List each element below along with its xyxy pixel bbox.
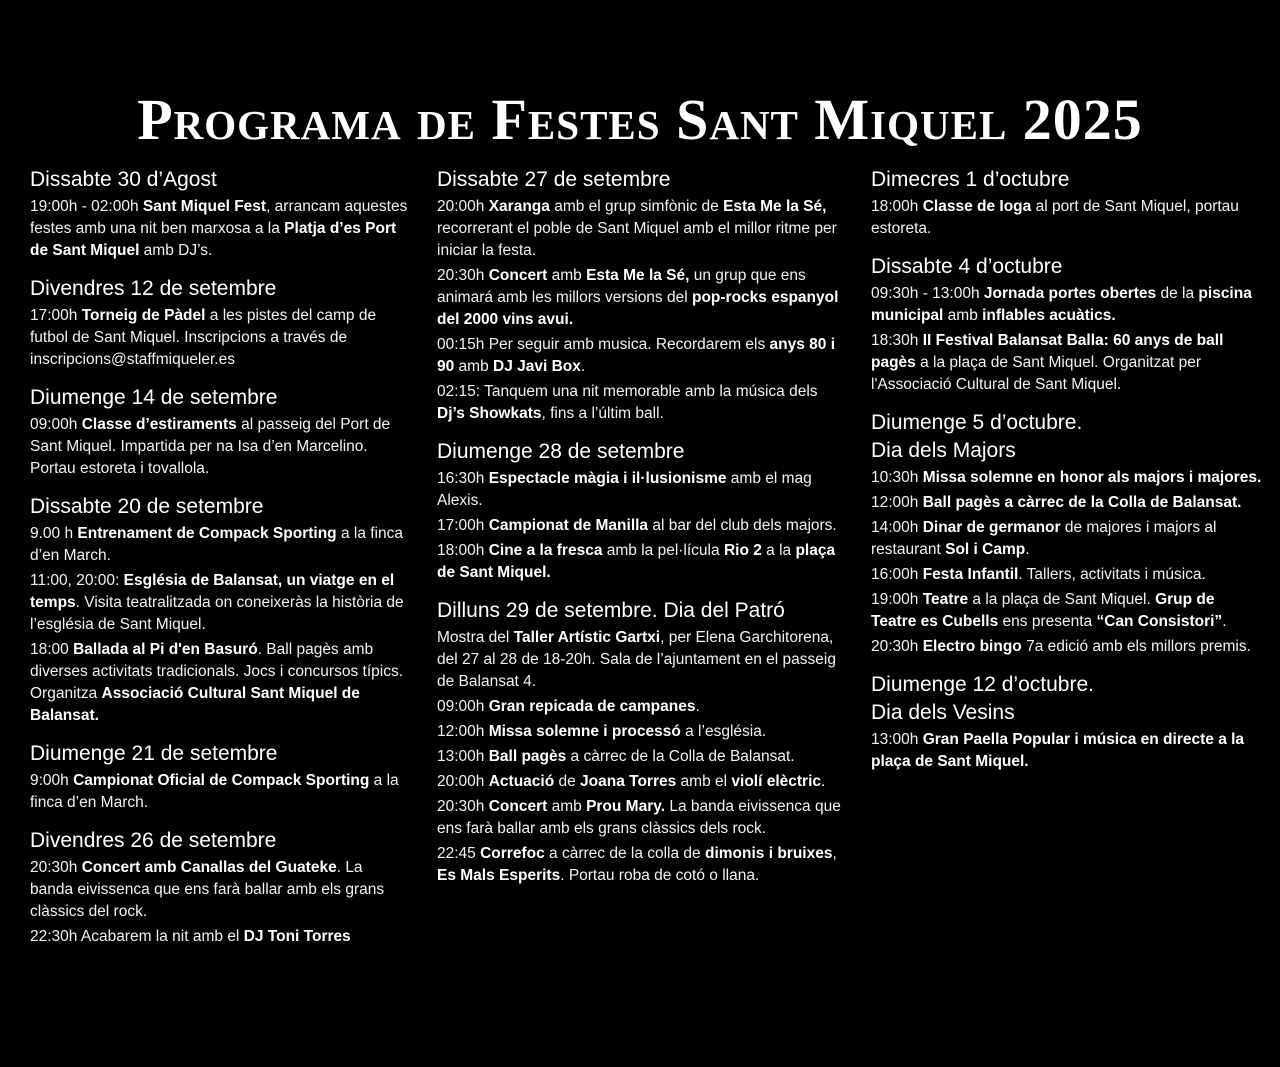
event-text: amb el grup simfònic de <box>549 198 724 215</box>
day-title: Diumenge 14 de setembre <box>30 386 278 409</box>
event-highlight: Església de Balansat, un viatge en el temps <box>30 572 395 611</box>
event-text: 11:00, 20:00: <box>30 572 124 589</box>
event-highlight: Teatre <box>922 591 969 608</box>
event-item <box>437 746 847 768</box>
column-2 <box>437 166 847 900</box>
event-highlight: Associació Cultural Sant Miquel de Balansat. <box>30 685 360 724</box>
event-highlight: Missa solemne en honor als majors i majores. <box>922 469 1262 486</box>
column-3 <box>871 166 1263 786</box>
event-text: 13:00h <box>871 731 923 748</box>
event-text: a la finca d’en March. <box>30 772 399 811</box>
event-text: a càrrec de la colla de <box>544 845 705 862</box>
event-item <box>30 414 408 480</box>
event-highlight: Concert <box>488 798 548 815</box>
event-highlight: dimonis i bruixes <box>704 845 833 862</box>
event-highlight: II Festival Balansat Balla: 60 anys de ball pagès <box>871 332 1224 371</box>
event-text: 20:00h <box>437 773 489 790</box>
event-text: 17:00h <box>437 517 489 534</box>
event-highlight: Festa Infantil <box>922 566 1019 583</box>
day-section <box>30 827 408 948</box>
event-item <box>437 334 847 378</box>
event-text: 20:30h <box>871 638 923 655</box>
event-highlight: Campionat Oficial de Compack Sporting <box>73 772 370 789</box>
event-text: 13:00h <box>437 748 489 765</box>
event-text: 17:00h <box>30 307 82 324</box>
event-text: 12:00h <box>437 723 489 740</box>
event-text: , per Elena Garchitorena, del 27 al 28 de 18-20h. Sala de l’ajuntament en el passeig de Balansat 4. <box>437 629 836 690</box>
event-text: 16:00h <box>871 566 923 583</box>
event-highlight: Campionat de Manilla <box>488 517 649 534</box>
event-highlight: Electro bingo <box>922 638 1022 655</box>
day-heading <box>30 166 408 194</box>
event-text: amb DJ’s. <box>139 242 213 259</box>
event-text: amb el <box>676 773 732 790</box>
event-text: Mostra del <box>437 629 514 646</box>
day-section <box>871 253 1263 396</box>
day-title: Dissabte 20 de setembre <box>30 495 264 518</box>
event-highlight: Espectacle màgia i il·lusionisme <box>488 470 727 487</box>
event-text: a l’església. <box>680 723 767 740</box>
event-text: al bar del club dels majors. <box>648 517 837 534</box>
event-highlight: Sant Miquel Fest <box>142 198 267 215</box>
event-text: 12:00h <box>871 494 923 511</box>
event-text: al port de Sant Miquel, portau estoreta. <box>871 198 1239 237</box>
event-text: a la <box>761 542 796 559</box>
event-text: de <box>554 773 581 790</box>
event-highlight: piscina municipal <box>871 285 1252 324</box>
event-highlight: Grup de Teatre es Cubells <box>871 591 1215 630</box>
day-section <box>871 166 1263 240</box>
event-highlight: Ballada al Pi d'en Basuró <box>73 641 258 658</box>
event-text: 22:30h Acabarem la nit amb el <box>30 928 244 945</box>
event-text: . <box>1025 541 1030 558</box>
event-text: amb la pel·lícula <box>602 542 724 559</box>
event-text: 7a edició amb els millors premis. <box>1021 638 1251 655</box>
event-item <box>30 570 408 636</box>
event-highlight: Classe d’estiraments <box>81 416 237 433</box>
event-text: 09:30h - 13:00h <box>871 285 984 302</box>
event-item <box>871 636 1263 658</box>
event-highlight: “Can Consistori” <box>1096 613 1223 630</box>
day-heading <box>30 275 408 303</box>
event-text: amb <box>943 307 983 324</box>
event-text: . <box>580 358 586 375</box>
event-text: 18:30h <box>871 332 923 349</box>
day-section <box>30 166 408 262</box>
event-text: , fins a l’últim ball. <box>541 405 664 422</box>
event-item <box>437 540 847 584</box>
event-item <box>437 468 847 512</box>
day-heading <box>30 827 408 855</box>
column-1 <box>30 166 408 961</box>
event-item <box>30 305 408 371</box>
event-text: 19:00h <box>871 591 923 608</box>
day-section <box>30 275 408 371</box>
event-text: amb <box>547 267 587 284</box>
day-title: Diumenge 5 d’octubre. <box>871 411 1083 434</box>
event-text: 9.00 h <box>30 525 78 542</box>
day-title: Dilluns 29 de setembre. Dia del Patró <box>437 599 785 622</box>
event-text: 18:00h <box>437 542 489 559</box>
event-item <box>437 843 847 887</box>
event-highlight: inflables acuàtics. <box>982 307 1116 324</box>
day-heading <box>30 493 408 521</box>
event-item <box>437 627 847 693</box>
event-text: 14:00h <box>871 519 923 536</box>
event-highlight: Ball pagès a càrrec de la Colla de Balansat. <box>922 494 1242 511</box>
event-text: , arrancam aquestes festes amb una nit ben marxosa a la <box>30 198 408 237</box>
day-title: Diumenge 12 d’octubre. <box>871 673 1094 696</box>
day-title: Dimecres 1 d’octubre <box>871 168 1070 191</box>
day-heading <box>30 384 408 412</box>
event-item <box>30 770 408 814</box>
event-text: La banda eivissenca que ens farà ballar amb els grans clàssics dels rock. <box>437 798 841 837</box>
event-highlight: Cine a la fresca <box>488 542 603 559</box>
event-text: 00:15h Per seguir amb musica. Recordarem els <box>437 336 770 353</box>
event-highlight: Rio 2 <box>723 542 762 559</box>
event-text: recorrerant el poble de Sant Miquel amb el millor ritme per iniciar la festa. <box>437 220 837 259</box>
event-text: 09:00h <box>437 698 489 715</box>
event-item <box>871 517 1263 561</box>
event-highlight: Concert amb Canallas del Guateke <box>81 859 337 876</box>
event-text: 22:45 <box>437 845 481 862</box>
event-text: 20:30h <box>437 267 489 284</box>
day-section <box>871 671 1263 773</box>
event-text: 20:00h <box>437 198 489 215</box>
day-title: Diumenge 21 de setembre <box>30 742 278 765</box>
event-text: amb <box>454 358 494 375</box>
event-item <box>30 523 408 567</box>
page-title: Programa de Festes Sant Miquel 2025 <box>137 87 1143 152</box>
event-highlight: Platja d’es Port de Sant Miquel <box>30 220 397 259</box>
day-heading <box>437 597 847 625</box>
event-item <box>871 467 1263 489</box>
event-highlight: Gran repicada de campanes <box>488 698 696 715</box>
event-text: ens presenta <box>998 613 1097 630</box>
day-title: Diumenge 28 de setembre <box>437 440 685 463</box>
day-section <box>437 438 847 584</box>
event-highlight: Prou Mary. <box>586 798 666 815</box>
event-text: . Portau roba de cotó o llana. <box>560 867 760 884</box>
event-highlight: Joana Torres <box>580 773 677 790</box>
event-text: . Tallers, activitats i música. <box>1018 566 1206 583</box>
day-subtitle: Dia dels Vesins <box>871 701 1015 724</box>
day-section <box>871 409 1263 658</box>
day-heading <box>30 740 408 768</box>
event-text: de majores i majors al restaurant <box>871 519 1217 558</box>
event-text: a les pistes del camp de futbol de Sant Miquel. Inscripcions a través de inscripcions@staffmiqueler.es <box>30 307 377 368</box>
day-heading <box>871 166 1263 194</box>
event-text: 18:00 <box>30 641 74 658</box>
event-text: , <box>832 845 837 862</box>
event-item <box>871 589 1263 633</box>
day-section <box>30 740 408 814</box>
event-highlight: Xaranga <box>488 198 550 215</box>
event-item <box>437 196 847 262</box>
event-highlight: anys 80 i 90 <box>437 336 836 375</box>
event-text: amb el mag Alexis. <box>437 470 812 509</box>
event-highlight: Jornada portes obertes <box>983 285 1157 302</box>
event-highlight: Esta Me la Sé, <box>723 198 827 215</box>
event-text: de la <box>1156 285 1199 302</box>
event-highlight: Taller Artístic Gartxi <box>513 629 661 646</box>
event-highlight: Sol i Camp <box>945 541 1026 558</box>
event-highlight: pop-rocks espanyol del 2000 vins avui. <box>437 289 839 328</box>
event-text: a la plaça de Sant Miquel. Organitzat per l'Associació Cultural de Sant Miquel. <box>871 354 1202 393</box>
day-section <box>437 597 847 887</box>
event-text: a la plaça de Sant Miquel. <box>968 591 1156 608</box>
event-item <box>871 564 1263 586</box>
day-heading <box>871 409 1263 465</box>
event-item <box>437 381 847 425</box>
event-highlight: Concert <box>488 267 548 284</box>
event-text: . Ball pagès amb diverses activitats tradicionals. Jocs i concursos típics. Organitza <box>30 641 403 702</box>
event-text: . <box>1222 613 1227 630</box>
event-item <box>437 771 847 793</box>
event-text: al passeig del Port de Sant Miquel. Impartida per na Isa d’en Marcelino. Portau estoreta i tovallola. <box>30 416 391 477</box>
event-item <box>871 196 1263 240</box>
event-text: 20:30h <box>30 859 82 876</box>
event-highlight: DJ Toni Torres <box>243 928 351 945</box>
event-text: . Visita teatralitzada on coneixeràs la història de l’església de Sant Miquel. <box>30 594 404 633</box>
event-highlight: Ball pagès <box>488 748 567 765</box>
day-title: Dissabte 4 d’octubre <box>871 255 1063 278</box>
day-title: Divendres 26 de setembre <box>30 829 277 852</box>
event-item <box>437 696 847 718</box>
day-title: Dissabte 27 de setembre <box>437 168 671 191</box>
day-heading <box>437 166 847 194</box>
event-text: a càrrec de la Colla de Balansat. <box>566 748 795 765</box>
event-text: a la finca d’en March. <box>30 525 403 564</box>
event-highlight: Gran Paella Popular i música en directe a la plaça de Sant Miquel. <box>871 731 1245 770</box>
event-highlight: plaça de Sant Miquel. <box>437 542 836 581</box>
event-highlight: Entrenament de Compack Sporting <box>77 525 337 542</box>
event-item <box>871 330 1263 396</box>
day-heading <box>871 671 1263 727</box>
event-text: . <box>695 698 700 715</box>
day-heading <box>871 253 1263 281</box>
day-section <box>30 384 408 480</box>
event-text: 10:30h <box>871 469 923 486</box>
day-title: Dissabte 30 d’Agost <box>30 168 217 191</box>
event-highlight: Torneig de Pàdel <box>81 307 206 324</box>
event-text: un grup que ens animará amb les millors versions del <box>437 267 806 306</box>
event-item <box>437 265 847 331</box>
event-highlight: violí elèctric <box>731 773 821 790</box>
event-text: amb <box>547 798 587 815</box>
event-highlight: Correfoc <box>480 845 545 862</box>
event-item <box>437 796 847 840</box>
event-text: 02:15: Tanquem una nit memorable amb la música dels <box>437 383 818 400</box>
event-highlight: Esta Me la Sé, <box>586 267 690 284</box>
day-section <box>30 493 408 727</box>
event-item <box>437 721 847 743</box>
event-item <box>871 283 1263 327</box>
event-text: 9:00h <box>30 772 74 789</box>
event-item <box>30 639 408 727</box>
event-text: 19:00h - 02:00h <box>30 198 143 215</box>
day-heading <box>437 438 847 466</box>
event-text: 09:00h <box>30 416 82 433</box>
event-item <box>30 196 408 262</box>
event-text: . La banda eivissenca que ens farà ballar amb els grans clàssics del rock. <box>30 859 385 920</box>
day-subtitle: Dia dels Majors <box>871 439 1016 462</box>
event-text: 16:30h <box>437 470 489 487</box>
event-item <box>30 857 408 923</box>
event-item <box>871 729 1263 773</box>
event-highlight: Dinar de germanor <box>922 519 1061 536</box>
day-title: Divendres 12 de setembre <box>30 277 277 300</box>
event-highlight: Classe de Ioga <box>922 198 1032 215</box>
event-highlight: Dj’s Showkats <box>437 405 542 422</box>
event-text: . <box>821 773 826 790</box>
day-section <box>437 166 847 425</box>
event-highlight: Missa solemne i processó <box>488 723 681 740</box>
event-highlight: Actuació <box>488 773 555 790</box>
event-highlight: DJ Javi Box <box>493 358 581 375</box>
event-item <box>871 492 1263 514</box>
event-text: 18:00h <box>871 198 923 215</box>
event-text: 20:30h <box>437 798 489 815</box>
event-highlight: Es Mals Esperits <box>437 867 561 884</box>
event-item <box>437 515 847 537</box>
event-item <box>30 926 408 948</box>
